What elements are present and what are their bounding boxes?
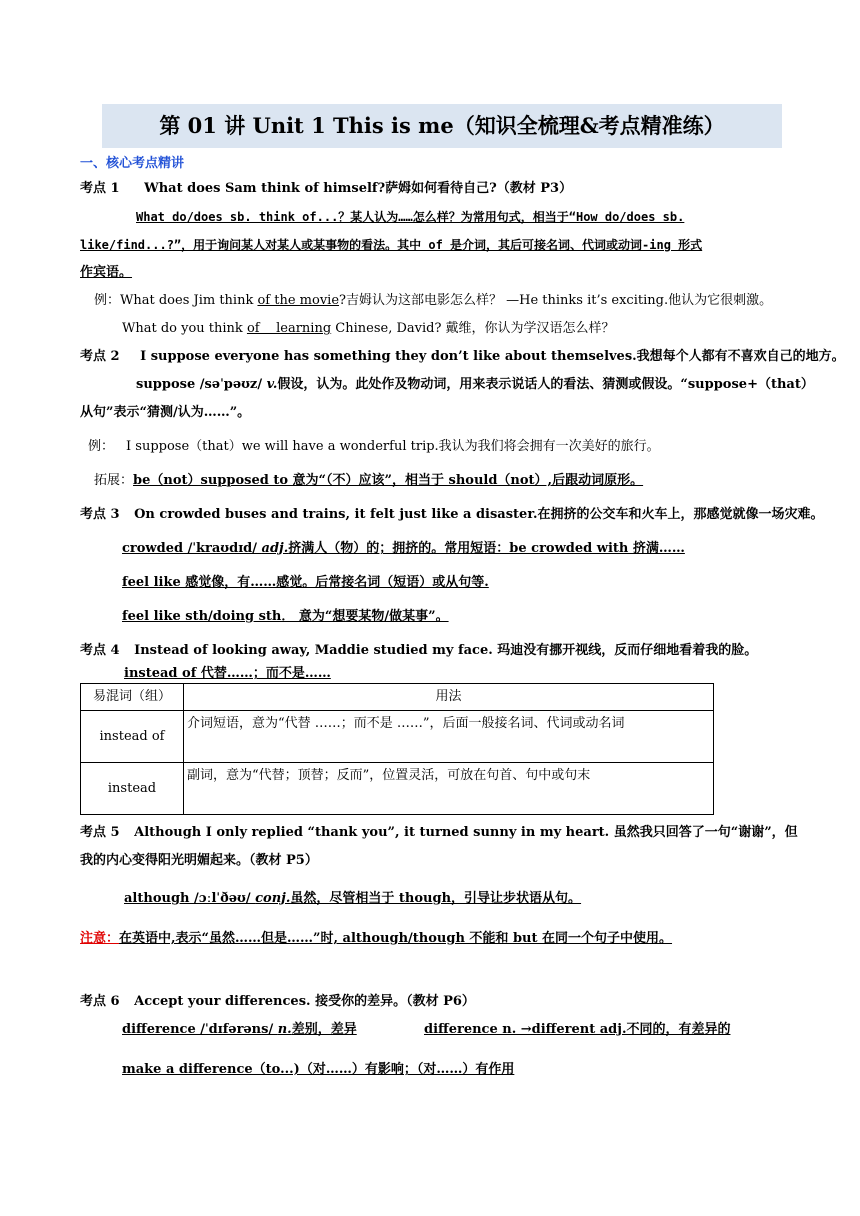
table-row [81,711,714,763]
note-text: 在英语中,表示“虽然……但是……”时, although/though 不能和 but 在同一个句子中使用。 [119,931,673,946]
vocab-definition: 假设，认为。此处作及物动词，用来表示说话人的看法、猜测或假设。“suppose+（that） [277,377,814,392]
point-3-line-3: feel like sth/doing sth． 意为“想要某物/做某事”。 [122,609,449,624]
vocab-word: difference /ˈdɪfərəns/ [122,1022,278,1037]
comparison-table [80,683,714,815]
example-text: What does Jim think [120,293,258,308]
point-3-line-2 [122,574,489,592]
point-2-heading [80,348,845,366]
point-1-line-1: What do/does sb. think of...？某人认为……怎么样？为常用句式，相当于“How do/does sb. [136,210,685,224]
point-1-label: 考点 1 [80,181,120,196]
example-label: 例： [88,439,115,454]
table-header-cell: 易混词（组） [81,684,184,711]
point-1-example-1 [94,292,772,310]
point-2-label: 考点 2 [80,349,120,364]
point-6-line-1 [122,1021,357,1039]
title-bar [102,104,782,148]
table-cell: instead of [81,711,184,763]
point-5-heading-2: 我的内心变得阳光明媚起来。（教材 P5） [80,853,318,868]
vocab-definition: 虽然，尽管相当于 though，引导让步状语从句。 [290,891,582,906]
table-cell: 副词，意为“代替；顶替；反而”，位置灵活，可放在句首、句中或句末 [184,763,714,815]
point-3-heading [80,506,824,524]
point-2-line-2: 从句”表示“猜测/认为……”。 [80,405,251,420]
point-5-note [80,930,672,948]
point-4-title: Instead of looking away, Maddie studied my face. 玛迪没有挪开视线，反而仔细地看着我的脸。 [134,643,758,658]
extension-text: be（not）supposed to 意为“（不）应该”，相当于 should（not）,后跟动词原形。 [133,473,644,488]
point-5-title: Although I only replied “thank you”, it turned sunny in my heart. 虽然我只回答了一句“谢谢”，但 [134,825,798,840]
point-6-label: 考点 6 [80,994,120,1009]
point-3-line-1 [122,540,685,558]
section-heading: 一、核心考点精讲 [80,156,185,171]
note-label: 注意： [80,931,120,946]
example-text: I suppose（that）we will have a wonderful trip.我认为我们将会拥有一次美好的旅行。 [126,439,660,454]
point-2-title: I suppose everyone has something they don’t like about themselves.我想每个人都有不喜欢自己的地方。 [140,349,845,364]
point-5-heading-1 [80,824,798,842]
example-text: ?吉姆认为这部电影怎么样？ —He thinks it’s exciting.他认为它很刺激。 [339,293,773,308]
example-underline: of learning [246,321,332,336]
table-header-cell: 用法 [184,684,714,711]
point-6-line-1b: difference n. →different adj.不同的，有差异的 [424,1022,731,1037]
vocab-definition: 差别，差异 [291,1022,357,1037]
point-1-line-3: 作宾语。 [80,265,133,280]
point-4-heading [80,642,757,660]
vocab-word: crowded /ˈkraʊdɪd/ [122,541,262,556]
table-cell: 介词短语，意为“代替 ……；而不是 ……”，后面一般接名词、代词或动名词 [184,711,714,763]
point-1-line-2: like/find...?”，用于询问某人对某人或某事物的看法。其中 of 是介词，其后可接名词、代词或动词-ing 形式 [80,238,703,252]
table-row [81,763,714,815]
point-5-line-1 [124,890,581,908]
example-text: What do you think [122,321,247,336]
vocab-definition: 挤满人（物）的；拥挤的。常用短语：be crowded with 挤满…… [288,541,685,556]
point-4-label: 考点 4 [80,643,120,658]
point-1-title: What does Sam think of himself?萨姆如何看待自己?（教材 P3） [144,181,573,196]
example-text: Chinese, David? 戴维，你认为学汉语怎么样？ [331,321,615,336]
point-4-line-1: instead of 代替……；而不是…… [124,666,331,681]
table-cell: instead [81,763,184,815]
extension-label: 拓展： [94,473,134,488]
page-title: 第 01 讲 Unit 1 This is me（知识全梳理&考点精准练） [159,113,725,138]
part-of-speech: adj. [261,541,289,556]
point-3-title: On crowded buses and trains, it felt just like a disaster.在拥挤的公交车和火车上，那感觉就像一场灾难。 [134,507,824,522]
example-underline: of the movie [257,293,340,308]
vocab-word: suppose /səˈpəʊz/ [136,377,267,392]
point-6-line-2: make a difference（to...)（对……）有影响；（对……）有作用 [122,1062,515,1077]
point-6-heading [80,993,475,1011]
point-5-label: 考点 5 [80,825,120,840]
part-of-speech: v. [266,377,278,392]
point-1-heading [80,180,572,198]
point-3-label: 考点 3 [80,507,120,522]
vocab-word: although /ɔːlˈðəʊ/ [124,891,256,906]
table-header-row [81,684,714,711]
part-of-speech: conj. [255,891,291,906]
point-1-example-2 [122,320,615,338]
example-label: 例： [94,293,121,308]
phrase-text: feel like 感觉像，有……感觉。后常接名词（短语）或从句等. [122,575,489,590]
point-2-example [88,438,660,456]
part-of-speech: n. [277,1022,292,1037]
point-2-line-1 [136,376,814,394]
point-2-extension [94,472,643,490]
point-6-title: Accept your differences. 接受你的差异。（教材 P6） [134,994,475,1009]
